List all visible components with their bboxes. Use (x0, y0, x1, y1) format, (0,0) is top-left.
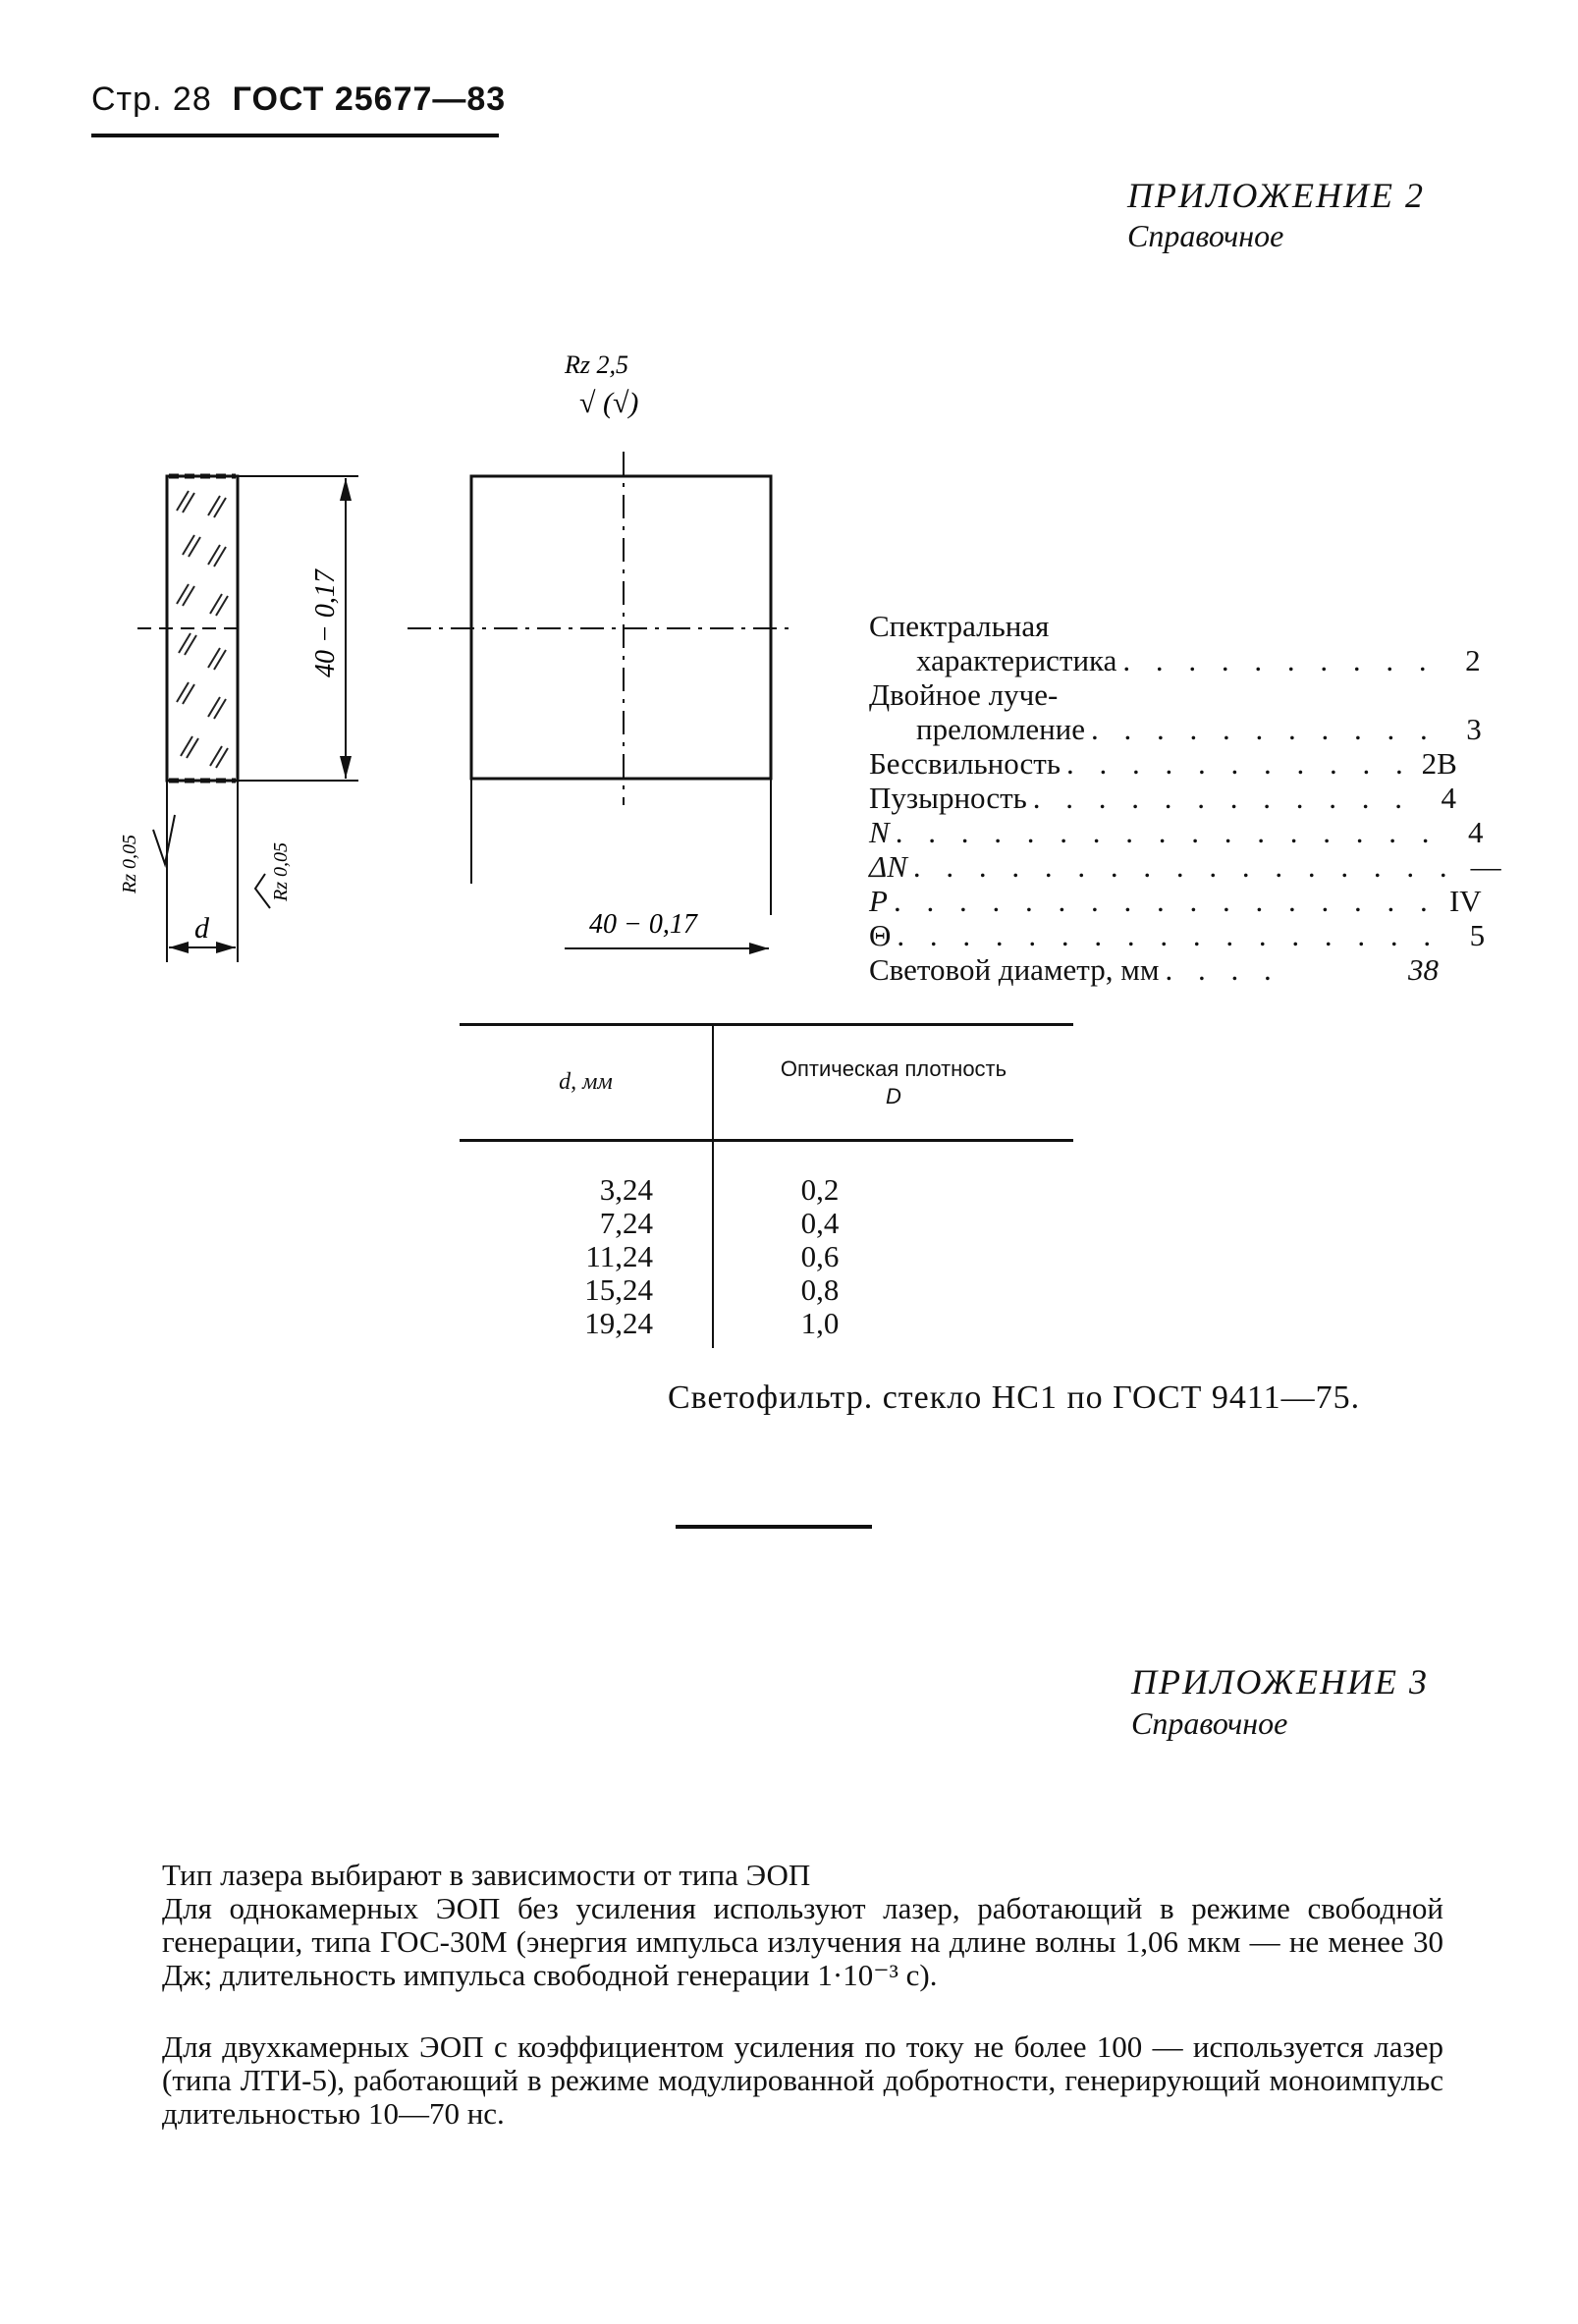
roughness-right: Rz 0,05 (270, 842, 292, 901)
page-header (91, 81, 506, 119)
spec-row: P . . . . . . . . . . . . . . . . . IV (869, 884, 1482, 918)
table-header (460, 1026, 1073, 1142)
technical-drawing (118, 344, 825, 982)
table-body (460, 1142, 1073, 1348)
paragraph-3: Для двухкамерных ЭОП с коэффициентом усиления по току не более 100 — используется лазер (типа ЛТИ-5), работающий в режиме модулированной добротности, генерирующий моноимпульс длительностью 10—70 нс. (162, 2029, 1443, 2131)
paragraph-1: Тип лазера выбирают в зависимости от типа ЭОП (162, 1858, 811, 1892)
table-cell: 0,8 (800, 1272, 840, 1307)
table-cell: 1,0 (800, 1306, 840, 1340)
table-cell: 3,24 (599, 1172, 653, 1207)
spec-row: Бессвильность . . . . . . . . . . . 2В (869, 746, 1457, 781)
density-table (460, 1023, 1073, 1348)
thickness-label: d (194, 912, 209, 945)
roughness-left: Rz 0,05 (119, 835, 140, 893)
header-rule (91, 134, 499, 137)
col-header-d: d, мм (559, 1069, 613, 1095)
table-cell: 11,24 (585, 1239, 653, 1273)
column-density (712, 1142, 1073, 1348)
table-cell: 0,2 (800, 1172, 840, 1207)
height-dimension: 40 − 0,17 (310, 569, 341, 677)
width-dimension: 40 − 0,17 (589, 909, 697, 940)
spec-list (869, 609, 1501, 987)
table-cell: 19,24 (584, 1306, 653, 1340)
spec-row: Световой диаметр, мм . . . . 38 (869, 952, 1439, 987)
side-view (119, 476, 358, 962)
section-separator (676, 1525, 872, 1529)
appendix-2-title: ПРИЛОЖЕНИЕ 2 (1127, 176, 1425, 215)
table-cell: 15,24 (584, 1272, 653, 1307)
page-number: Стр. 28 (91, 81, 212, 118)
spec-row: N . . . . . . . . . . . . . . . . . 4 (869, 815, 1484, 849)
front-view (408, 351, 795, 954)
spec-row: Двойное луче- (869, 677, 1059, 712)
table-cell: 0,4 (800, 1206, 840, 1240)
roughness-symbol: √ (√) (579, 387, 639, 419)
col-header-density: Оптическая плотность D (712, 1026, 1073, 1139)
spec-row: характеристика . . . . . . . . . . 2 (916, 643, 1481, 677)
table-cell: 0,6 (800, 1239, 840, 1273)
roughness-top: Rz 2,5 (565, 351, 628, 379)
spec-row: преломление . . . . . . . . . . . 3 (916, 712, 1482, 746)
spec-row: Спектральная (869, 609, 1050, 643)
column-d (460, 1142, 712, 1348)
spec-row: ΔN . . . . . . . . . . . . . . . . . — (869, 849, 1501, 884)
spec-row: Пузырность . . . . . . . . . . . . 4 (869, 781, 1457, 815)
table-cell: 7,24 (599, 1206, 653, 1240)
paragraph-2: Для однокамерных ЭОП без усиления используют лазер, работающий в режиме свободной генерации, типа ГОС-30М (энергия импульса излучения на длине волны 1,06 мкм — не менее 30 Дж; длительность импульса свободной генерации 1·10⁻³ с). (162, 1891, 1443, 1992)
appendix-3-subtitle: Справочное (1131, 1705, 1288, 1741)
appendix-3-title: ПРИЛОЖЕНИЕ 3 (1131, 1662, 1429, 1702)
standard-number: ГОСТ 25677—83 (232, 81, 507, 118)
spec-row: Θ . . . . . . . . . . . . . . . . . 5 (869, 918, 1486, 952)
appendix-2-subtitle: Справочное (1127, 218, 1284, 253)
filter-note: Светофильтр. стекло НС1 по ГОСТ 9411—75. (668, 1379, 1361, 1416)
